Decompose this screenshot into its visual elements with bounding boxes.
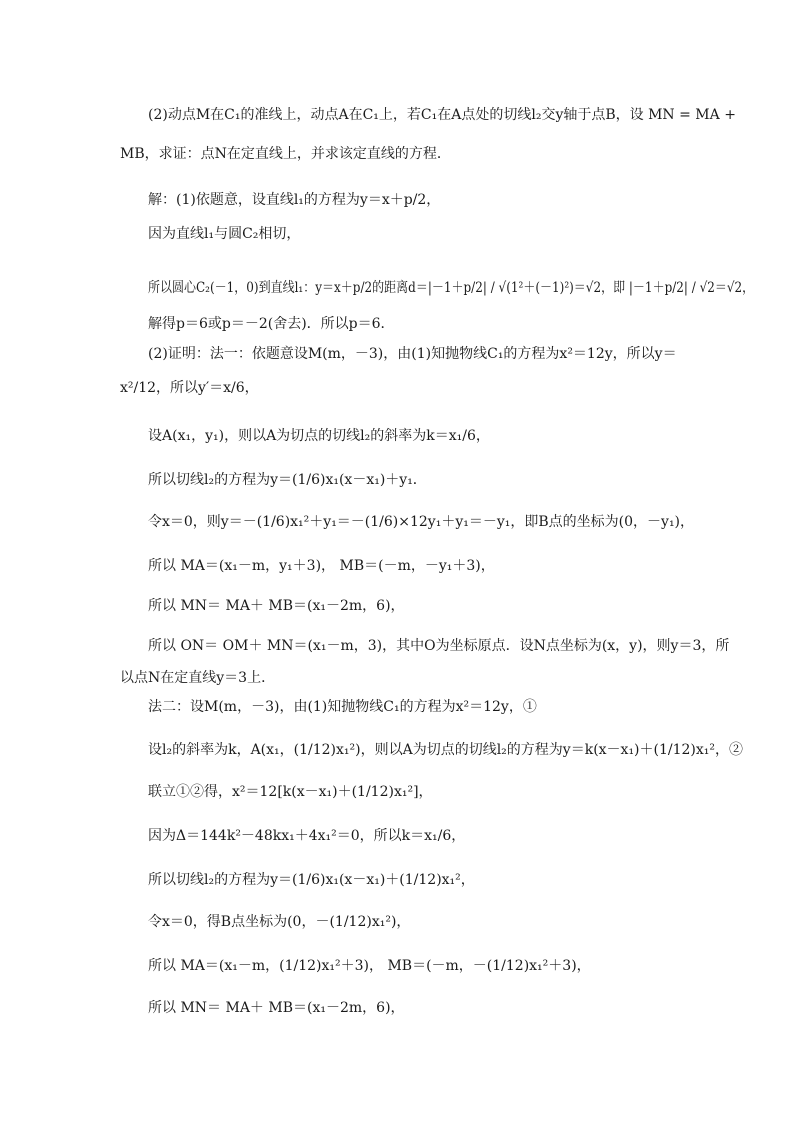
text-line-21: 令x＝0，得B点坐标为(0，－(1/12)x₁²)， xyxy=(148,914,411,930)
text-line-1: (2)动点M在C₁的准线上，动点A在C₁上，若C₁在A点处的切线l₂交y轴于点B，设 MN = MA + xyxy=(148,107,736,123)
text-line-11: 令x＝0，则y＝－(1/6)x₁²＋y₁＝－(1/6)×12y₁＋y₁＝－y₁，即B点的坐标为(0，－y₁)， xyxy=(148,514,695,530)
text-line-10: 所以切线l₂的方程为y＝(1/6)x₁(x－x₁)＋y₁． xyxy=(148,472,427,488)
text-line-5: 所以圆心C₂(－1，0)到直线l₁：y＝x＋p/2的距离d＝|－1＋p/2| / √(1²＋(－1)²)＝√2，即 |－1＋p/2| / √2＝√2， xyxy=(148,280,755,296)
text-line-14: 所以 ON＝ OM＋ MN＝(x₁－m，3)，其中O为坐标原点．设N点坐标为(x，y)，则y＝3，所 xyxy=(148,638,730,654)
text-line-17: 设l₂的斜率为k，A(x₁，(1/12)x₁²)，则以A为切点的切线l₂的方程为y＝k(x－x₁)＋(1/12)x₁²，② xyxy=(148,742,743,758)
text-line-20: 所以切线l₂的方程为y＝(1/6)x₁(x－x₁)＋(1/12)x₁²， xyxy=(148,872,475,888)
text-line-8: x²/12，所以y′＝x/6， xyxy=(120,380,259,396)
text-line-15: 以点N在定直线y＝3上． xyxy=(120,670,276,686)
text-line-2: MB，求证：点N在定直线上，并求该定直线的方程． xyxy=(120,146,451,162)
text-line-12: 所以 MA＝(x₁－m，y₁＋3)， MB＝(－m，－y₁＋3)， xyxy=(148,558,495,574)
text-line-22: 所以 MA＝(x₁－m，(1/12)x₁²＋3)， MB＝(－m，－(1/12)x₁²＋3)， xyxy=(148,958,591,974)
text-line-13: 所以 MN＝ MA＋ MB＝(x₁－2m，6)， xyxy=(148,598,405,614)
text-line-9: 设A(x₁，y₁)，则以A为切点的切线l₂的斜率为k＝x₁/6， xyxy=(148,428,490,444)
text-line-18: 联立①②得，x²＝12[k(x－x₁)＋(1/12)x₁²]， xyxy=(148,784,433,800)
text-line-7: (2)证明：法一：依题意设M(m，－3)，由(1)知抛物线C₁的方程为x²＝12y，所以y＝ xyxy=(148,346,677,362)
text-line-16: 法二：设M(m，－3)，由(1)知抛物线C₁的方程为x²＝12y，① xyxy=(148,699,537,715)
text-line-6: 解得p＝6或p＝－2(舍去)．所以p＝6． xyxy=(148,316,395,332)
text-line-3: 解：(1)依题意，设直线l₁的方程为y＝x＋p/2， xyxy=(148,192,441,208)
text-line-23: 所以 MN＝ MA＋ MB＝(x₁－2m，6)， xyxy=(148,1000,405,1016)
text-line-4: 因为直线l₁与圆C₂相切， xyxy=(148,226,301,242)
text-line-19: 因为Δ＝144k²－48kx₁＋4x₁²＝0，所以k＝x₁/6， xyxy=(148,828,466,844)
